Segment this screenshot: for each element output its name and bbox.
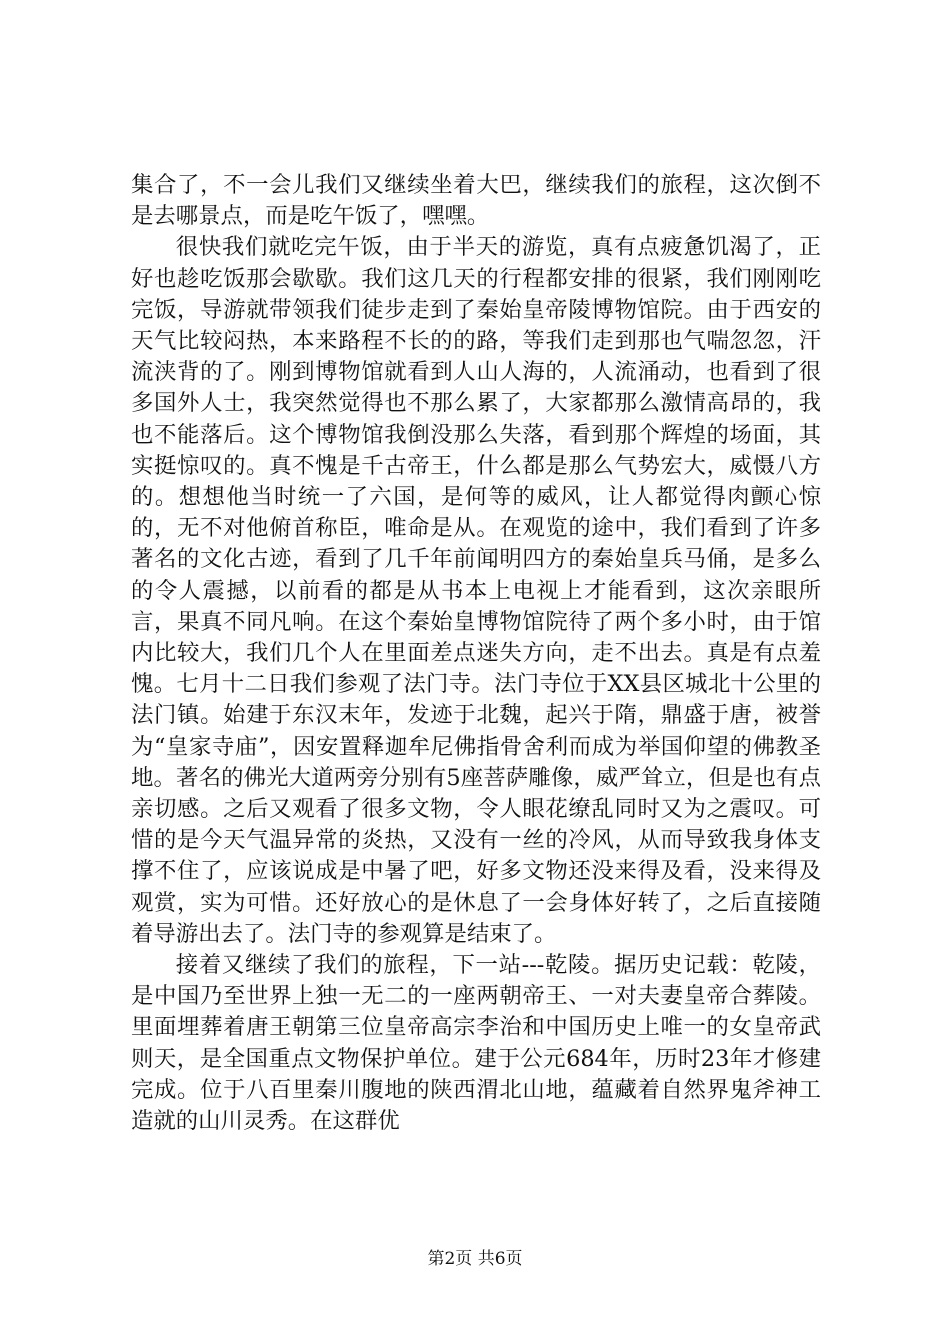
document-body: [131, 170, 821, 1137]
paragraph-1: 集合了，不一会儿我们又继续坐着大巴，继续我们的旅程，这次倒不是去哪景点，而是吃午饭了，嘿嘿。: [131, 172, 821, 230]
paragraph-3: 接着又继续了我们的旅程，下一站---乾陵。据历史记载：乾陵，是中国乃至世界上独一无二的一座两朝帝王、一对夫妻皇帝合葬陵。里面埋葬着唐王朝第三位皇帝高宗李治和中国历史上唯一的女皇帝武则天，是全国重点文物保护单位。建于公元684年，历时23年才修建完成。位于八百里秦川腹地的陕西渭北山地，蕴藏着自然界鬼斧神工造就的山川灵秀。在这群优: [131, 952, 821, 1135]
paragraph-2: 很快我们就吃完午饭，由于半天的游览，真有点疲惫饥渴了，正好也趁吃饭那会歇歇。我们这几天的行程都安排的很紧，我们刚刚吃完饭，导游就带领我们徒步走到了秦始皇帝陵博物馆院。由于西安的天气比较闷热，本来路程不长的的路，等我们走到那也气喘忽忽，汗流浃背的了。刚到博物馆就看到人山人海的，人流涌动，也看到了很多国外人士，我突然觉得也不那么累了，大家都那么激情高昂的，我也不能落后。这个博物馆我倒没那么失落，看到那个辉煌的场面，其实挺惊叹的。真不愧是千古帝王，什么都是那么气势宏大，威慑八方的。想想他当时统一了六国，是何等的威风，让人都觉得肉颤心惊的，无不对他俯首称臣，唯命是从。在观览的途中，我们看到了许多著名的文化古迹，看到了几千年前闻明四方的秦始皇兵马俑，是多么的令人震撼，以前看的都是从书本上电视上才能看到，这次亲眼所言，果真不同凡响。在这个秦始皇博物馆院待了两个多小时，由于馆内比较大，我们几个人在里面差点迷失方向，走不出去。真是有点羞愧。七月十二日我们参观了法门寺。法门寺位于XX县区城北十公里的法门镇。始建于东汉末年，发迹于北魏，起兴于隋，鼎盛于唐，被誉为“皇家寺庙”，因安置释迦牟尼佛指骨舍利而成为举国仰望的佛教圣地。著名的佛光大道两旁分别有5座菩萨雕像，威严耸立，但是也有点亲切感。之后又观看了很多文物，令人眼花缭乱同时又为之震叹。可惜的是今天气温异常的炎热，又没有一丝的冷风，从而导致我身体支撑不住了，应该说成是中暑了吧，好多文物还没来得及看，没来得及观赏，实为可惜。还好放心的是休息了一会身体好转了，之后直接随着导游出去了。法门寺的参观算是结束了。: [131, 234, 821, 947]
page-number-footer: 第2页 共6页: [427, 1249, 523, 1269]
